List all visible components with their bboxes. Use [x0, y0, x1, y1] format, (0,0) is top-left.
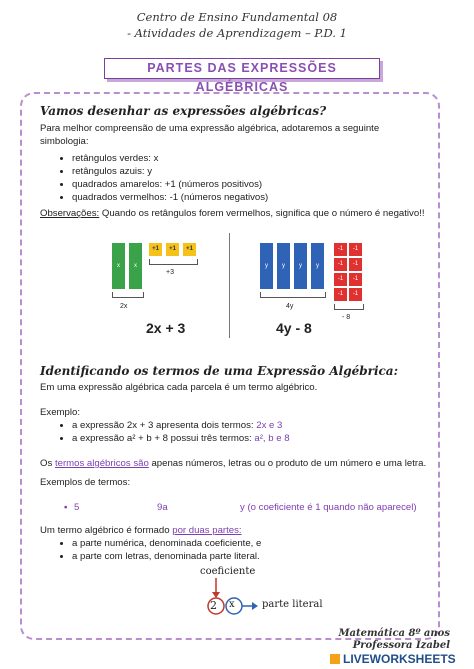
symbol-item: • quadrados amarelos: +1 (números positivos) — [72, 178, 268, 191]
red-unit: -1 — [349, 258, 362, 271]
brace-label-minus-8: - 8 — [342, 314, 351, 321]
red-unit: -1 — [349, 288, 362, 301]
red-unit: -1 — [334, 258, 347, 271]
expression-2x-3: 2x + 3 — [146, 320, 186, 336]
brace — [149, 259, 198, 265]
parts-intro: Um termo algébrico é formado por duas partes: — [40, 525, 242, 536]
obs-text: Quando os retângulos forem vermelhos, significa que o número é negativo!! — [99, 208, 425, 219]
terms-2x-3: 2x e 3 — [256, 420, 283, 431]
coef-number: 2 — [210, 599, 217, 612]
yellow-unit: +1 — [166, 243, 179, 256]
expression-4y-8: 4y - 8 — [276, 320, 312, 336]
watermark-text: LIVEWORKSHEETS — [343, 652, 456, 666]
term-bullet: ▪ — [64, 502, 68, 513]
term-9a: 9a — [157, 502, 168, 513]
green-rect-x: x — [129, 243, 142, 289]
examples-of-terms-label: Exemplos de termos: — [40, 477, 131, 488]
parts-list — [42, 537, 261, 563]
page-title: PARTES DAS EXPRESSÕES ALGÉBRICAS — [104, 58, 380, 79]
symbol-item: • retângulos azuis: y — [72, 165, 268, 178]
brace-label-3: +3 — [166, 269, 174, 276]
observation — [40, 207, 440, 220]
blue-rect-y: y — [294, 243, 307, 289]
parts-link: por duas partes: — [172, 525, 242, 536]
section1-intro: Para melhor compreensão de uma expressão algébrica, adotaremos a seguinte simbologia: — [40, 123, 380, 147]
example-label: Exemplo: — [40, 407, 80, 418]
figure-divider — [229, 233, 230, 338]
section2-heading: Identificando os termos de uma Expressão Algébrica: — [40, 364, 399, 378]
symbol-list — [42, 152, 268, 204]
parts-item: • a parte com letras, denominada parte literal. — [72, 550, 261, 563]
yellow-unit: +1 — [149, 243, 162, 256]
terms-a2-b-8: a², b e 8 — [254, 433, 290, 444]
blue-rect-y: y — [311, 243, 324, 289]
signature-line-1: Matemática 8º anos — [338, 628, 450, 639]
obs-label: Observações: — [40, 208, 100, 219]
literal-var: x — [229, 599, 235, 610]
green-rect-x: x — [112, 243, 125, 289]
symbol-item: • retângulos verdes: x — [72, 152, 268, 165]
brace-label-2x: 2x — [120, 303, 128, 310]
signature-line-2: Professora Izabel — [352, 640, 450, 651]
blue-rect-y: y — [277, 243, 290, 289]
yellow-unit: +1 — [183, 243, 196, 256]
blue-rect-y: y — [260, 243, 273, 289]
brace — [260, 292, 326, 298]
section2-line1: Em uma expressão algébrica cada parcela é um termo algébrico. — [40, 382, 318, 393]
header-line-2: - Atividades de Aprendizagem – P.D. 1 — [127, 26, 347, 40]
red-unit: -1 — [349, 243, 362, 256]
brace — [112, 292, 144, 298]
brace — [334, 304, 364, 310]
example-item: • a expressão 2x + 3 apresenta dois termos: 2x e 3 — [72, 419, 290, 432]
example-item: • a expressão a² + b + 8 possui três termos: a², b e 8 — [72, 432, 290, 445]
definition-link: termos algébricos são — [54, 458, 149, 469]
example-list — [42, 419, 290, 445]
red-unit: -1 — [334, 273, 347, 286]
definition: Os termos algébricos são apenas números, letras ou o produto de um número e uma letra. — [40, 458, 427, 469]
logo-icon — [330, 654, 340, 664]
term-y: y (o coeficiente é 1 quando não aparecel) — [240, 502, 417, 513]
red-unit: -1 — [334, 243, 347, 256]
parte-literal-label: parte literal — [262, 599, 323, 610]
liveworksheets-logo — [330, 652, 456, 666]
symbol-item: • quadrados vermelhos: -1 (números negativos) — [72, 191, 268, 204]
brace-label-4y: 4y — [286, 303, 294, 310]
term-5: 5 — [74, 502, 80, 513]
section1-heading: Vamos desenhar as expressões algébricas? — [40, 104, 327, 118]
coeficiente-label: coeficiente — [200, 566, 256, 577]
header-line-1: Centro de Ensino Fundamental 08 — [136, 10, 338, 24]
red-unit: -1 — [334, 288, 347, 301]
parts-item: • a parte numérica, denominada coeficiente, e — [72, 537, 261, 550]
red-unit: -1 — [349, 273, 362, 286]
